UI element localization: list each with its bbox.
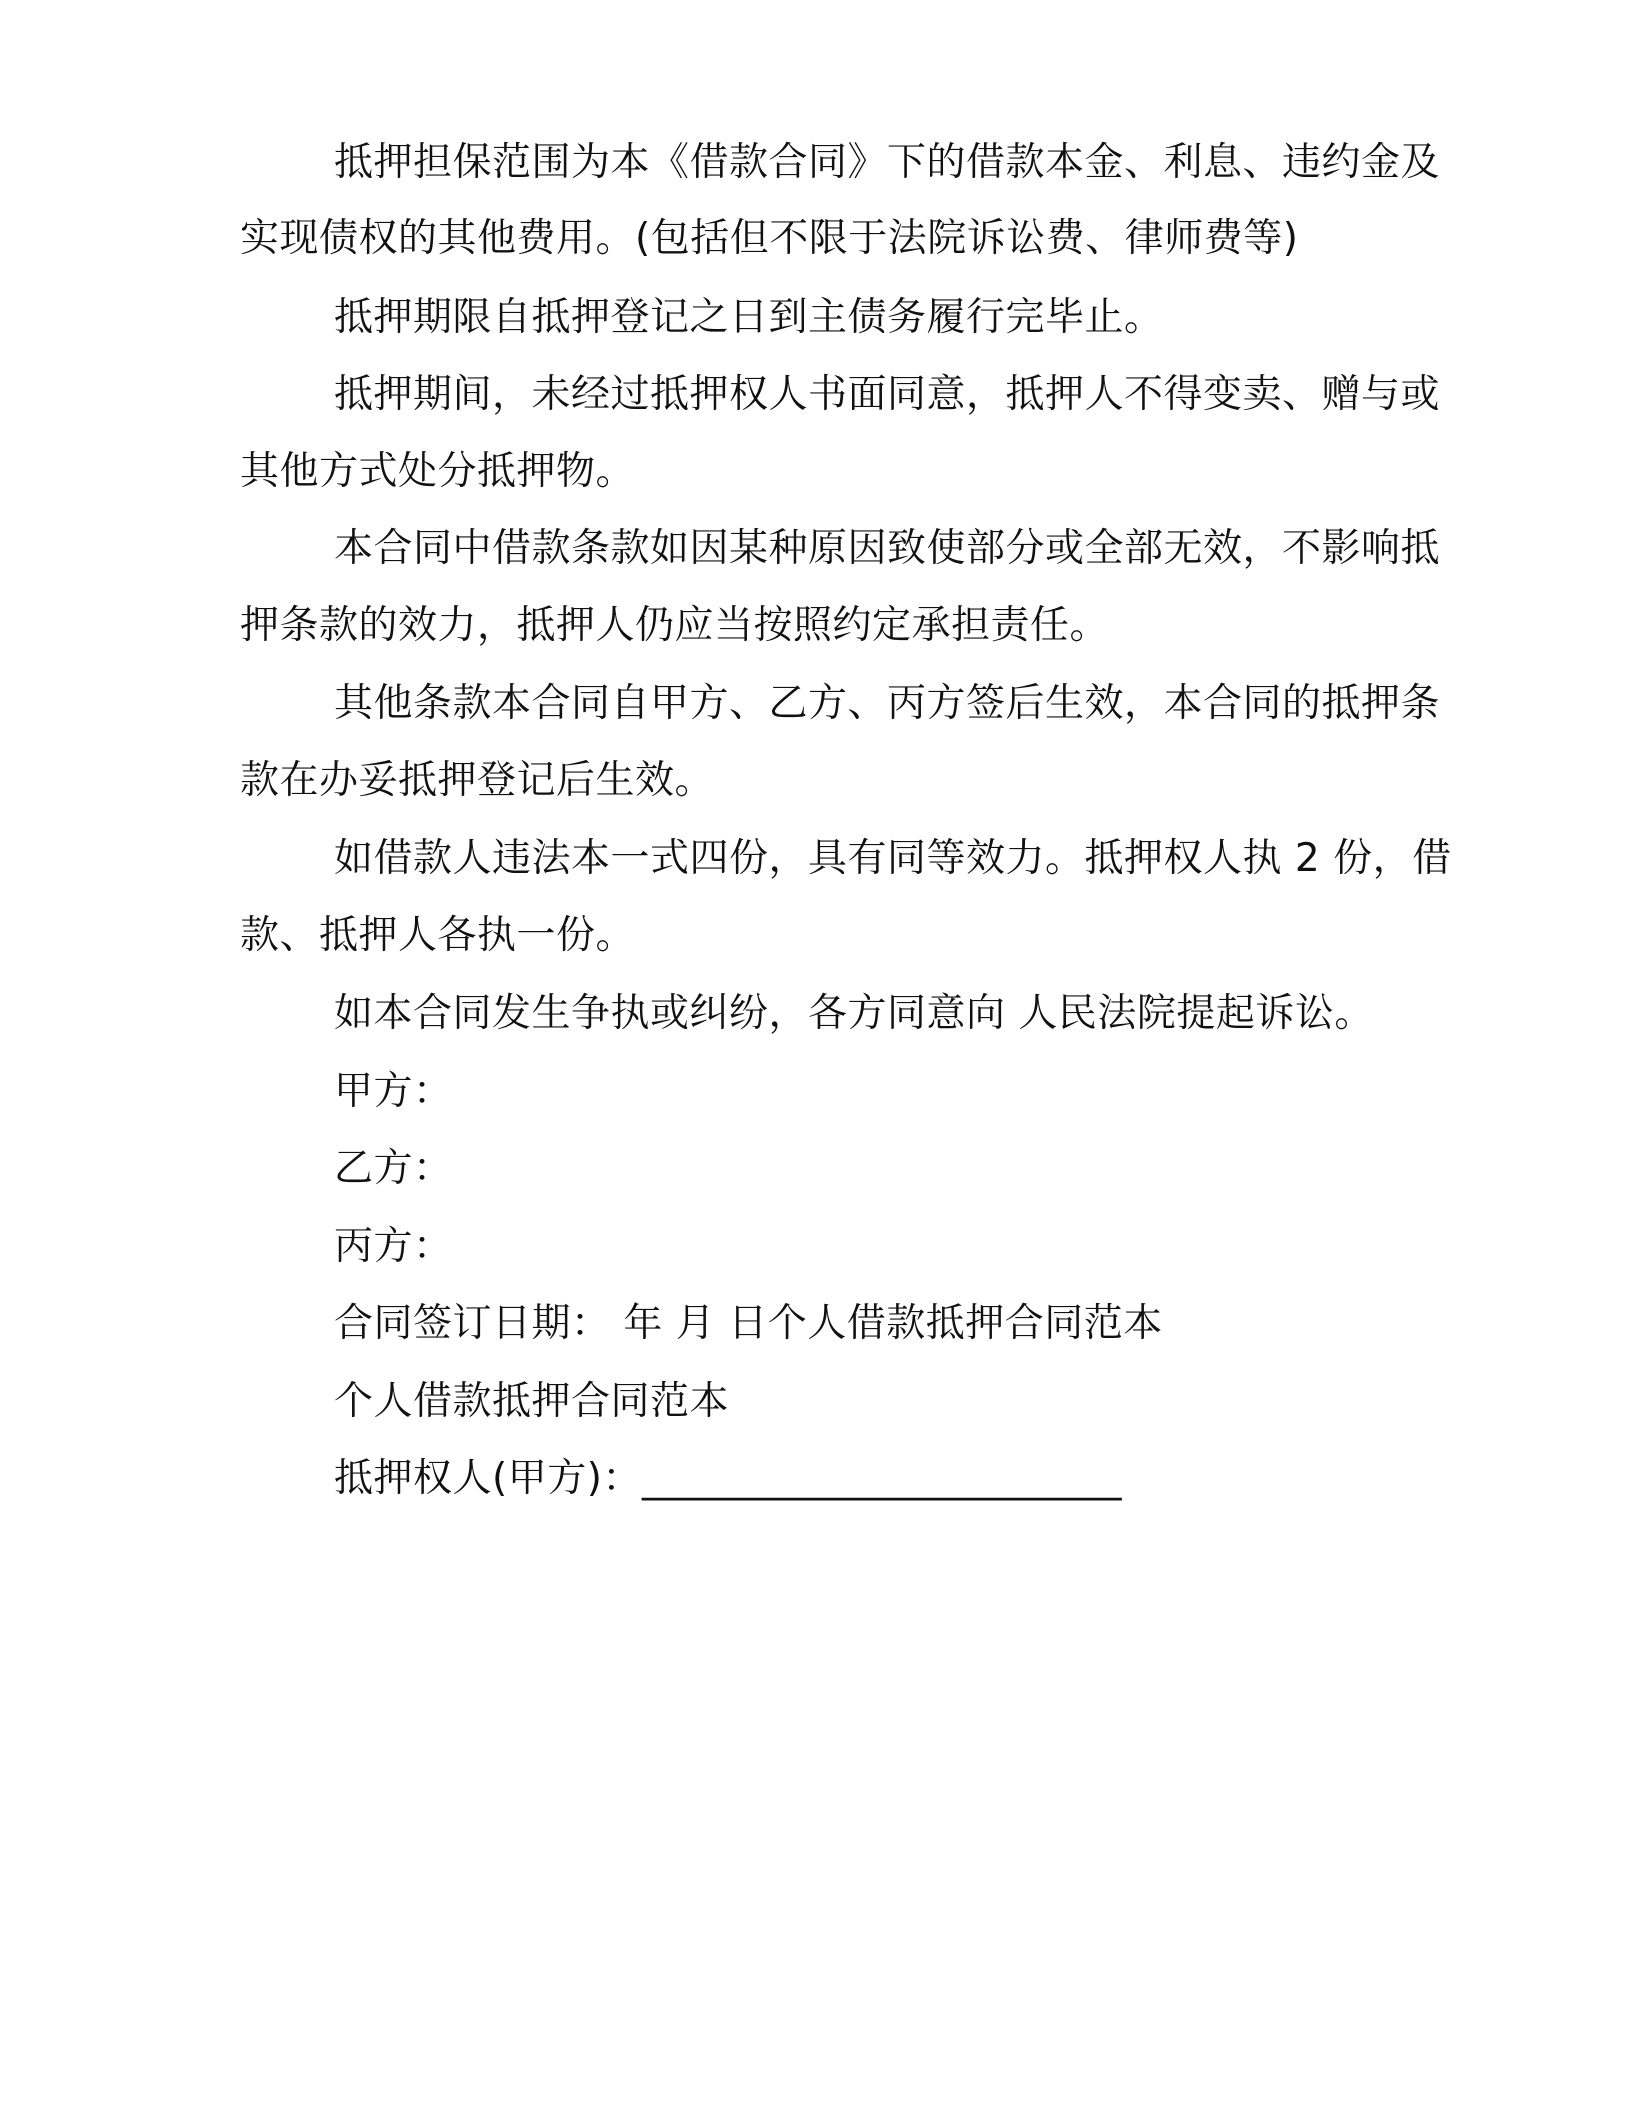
paragraph-restriction-line-1: 抵押期间，未经过抵押权人书面同意，抵押人不得变卖、赠与或 [334,372,1441,417]
mortgagee-signature-blank: ________________________ [641,1456,1122,1501]
party-c-label: 丙方： [334,1224,453,1269]
paragraph-restriction-line-2: 其他方式处分抵押物。 [240,449,636,494]
paragraph-effective-line-2: 款在办妥抵押登记后生效。 [240,758,715,803]
paragraph-dispute-line-1: 如本合同发生争执或纠纷，各方同意向 人民法院提起诉讼。 [334,991,1374,1036]
party-b-label: 乙方： [334,1146,453,1191]
paragraph-validity-line-1: 本合同中借款条款如因某种原因致使部分或全部无效，不影响抵 [334,526,1441,571]
paragraph-scope-line-2: 实现债权的其他费用。(包括但不限于法院诉讼费、律师费等) [240,216,1299,261]
paragraph-copies-line-2: 款、抵押人各执一份。 [240,913,636,958]
paragraph-scope-line-1: 抵押担保范围为本《借款合同》下的借款本金、利息、违约金及 [334,140,1441,185]
paragraph-copies-line-1: 如借款人违法本一式四份，具有同等效力。抵押权人执 2 份，借 [334,836,1452,881]
mortgagee-line [334,1453,1122,1505]
paragraph-validity-line-2: 押条款的效力，抵押人仍应当按照约定承担责任。 [240,603,1110,648]
sign-date-line: 合同签订日期： 年 月 日个人借款抵押合同范本 [334,1301,1163,1346]
mortgagee-label: 抵押权人(甲方)： [334,1456,642,1501]
paragraph-effective-line-1: 其他条款本合同自甲方、乙方、丙方签后生效，本合同的抵押条 [334,681,1441,726]
party-a-label: 甲方： [334,1069,453,1114]
contract-title: 个人借款抵押合同范本 [334,1379,730,1424]
paragraph-term-line-1: 抵押期限自抵押登记之日到主债务履行完毕止。 [334,295,1164,340]
